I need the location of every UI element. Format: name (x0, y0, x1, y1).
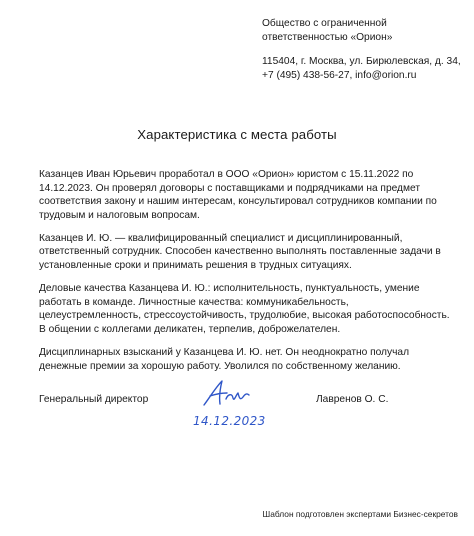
sender-contacts: +7 (495) 438-56-27, info@orion.ru (262, 70, 417, 82)
sender-address: 115404, г. Москва, ул. Бирюлевская, д. 34, (262, 56, 461, 68)
document-body (39, 168, 451, 383)
paragraph-employment: Казанцев Иван Юрьевич проработал в ООО «Орион» юристом с 15.11.2022 по 14.12.2023. Он проверял договоры с поставщиками и подрядчиками на предмет соответствия закону и нашим интересам, консультировал сотрудников компании по трудовым и налоговым вопросам. (39, 169, 437, 221)
sender-org-line-2: ответственностью «Орион» (262, 31, 393, 43)
paragraph-qualification: Казанцев И. Ю. — квалифицированный специалист и дисциплинированный, ответственный сотрудник. Способен качественно выполнять поставленные задачи в установленные сроки и принимать решения в трудных ситуациях. (39, 232, 441, 272)
template-footer-note: Шаблон подготовлен экспертами Бизнес-секретов (262, 509, 458, 519)
document-title: Характеристика с места работы (137, 127, 337, 142)
sender-org-line-1: Общество с ограниченной (262, 18, 387, 29)
paragraph-discipline: Дисциплинарных взысканий у Казанцева И. Ю. нет. Он неоднократно получал денежные премии за хорошую работу. Уволился по собственному желанию. (39, 347, 410, 372)
signer-name: Лавренов О. С. (316, 394, 389, 405)
paragraph-qualities: Деловые качества Казанцева И. Ю.: исполнительность, пунктуальность, умение работать в команде. Личностные качества: коммуникабельность, целеустремленность, стрессоустойчивость, трудолюбие, высокая работоспособность. В общении с коллегами деликатен, терпелив, доброжелателен. (39, 283, 450, 335)
signer-role: Генеральный директор (39, 394, 149, 405)
handwritten-signature (200, 377, 256, 411)
signature-date: 14.12.2023 (193, 414, 266, 428)
sender-block (262, 17, 467, 83)
